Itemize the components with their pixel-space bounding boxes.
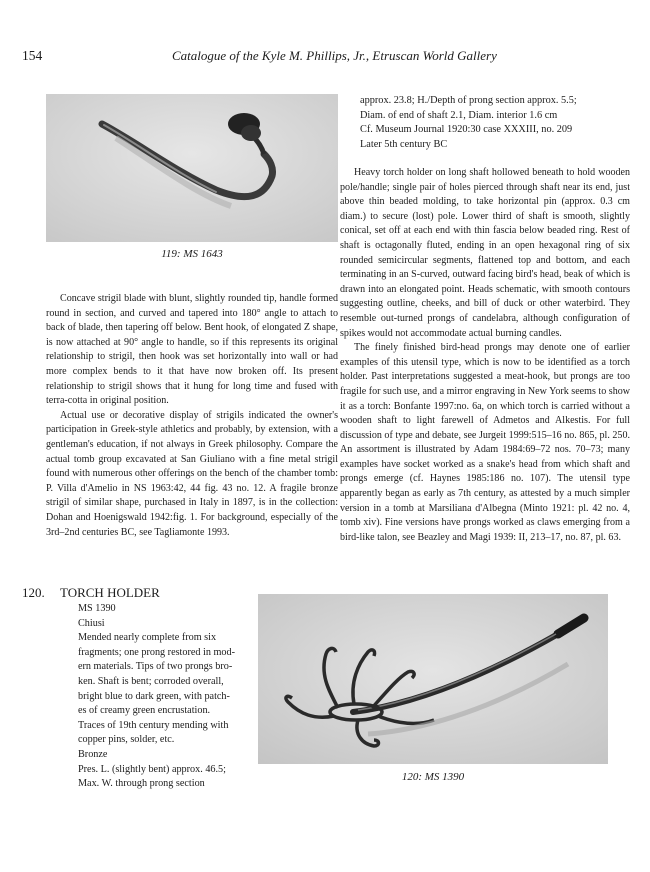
strigil-image [46, 94, 338, 242]
entry-120-specs [78, 602, 248, 792]
spec-line: ern materials. Tips of two prongs bro- [78, 661, 233, 673]
spec-line: fragments; one prong restored in mod- [78, 646, 236, 658]
spec-line: Chiusi [78, 617, 105, 629]
torch-specs-continued [360, 94, 630, 152]
spec-line: copper pins, solder, etc. [78, 734, 175, 746]
torch-description [340, 166, 630, 545]
entry-120-heading [22, 585, 160, 601]
spec-line: Cf. Museum Journal 1920:30 case XXXIII, no. 209 [360, 124, 573, 136]
spec-line: approx. 23.8; H./Depth of prong section approx. 5.5; [360, 95, 577, 106]
entry-title: TORCH HOLDER [60, 585, 160, 600]
spec-line: Later 5th century BC [360, 138, 448, 150]
spec-line: Mended nearly complete from six [78, 632, 217, 644]
paragraph: The finely finished bird-head prongs may denote one of earlier examples of this utensil type, which is now to be identified as a torch holder. Past interpretations suggested a meat-hook, but prongs are too fragile for such use, and a mirror engraving in New York seems to show it as a torch: Bonfante 1997:no. 6a, on which torch is carried without a wooden shaft to light farewell of Admetos and Alkestis. For full discussion of type and debate, see Jurgeit 1999:515–16 no. 865, pl. 250. An assortment is illustrated by Adam 1984:69–72 nos. 70–73; many examples have socket worked as a snake's head from which shaft and prongs emerge (cf. Haynes 1985:186 no. 107). The utensil type apparently began as early as 7th century, as attested by a much simpler version in a tomb at Marsiliana d'Albegna (Minto 1921: pl. 42 no. 4, tomb xiv). Fine versions have prongs worked as claws emerging from a bird-like talon, see Beazley and Magi 1939: II, 213–17, no. 87, pl. 63. [340, 342, 630, 543]
spec-line: Bronze [78, 748, 108, 760]
paragraph: Heavy torch holder on long shaft hollowed beneath to hold wooden pole/handle; single pair of holes pierced through shaft near its end, just above thin beaded molding, to take horizontal pin (approx. 0.3 cm diam.) to secure (lost) pole. Lower third of shaft is smooth, slightly conical, set off at each end with thin fascia below beaded ring. Rest of shaft is octagonally fluted, ending in an open hexagonal ring of six rounded semicircular segments, flattened top and bottom, and each terminating in an S-curved, outward facing bird's head, beak of which is drawn into an elongated point. Heads schematic, with smooth contours suggesting outline, cheeks, and bill of duck or other waterbird. They resemble out-turned prongs of candelabra, although configuration of spikes would not accommodate actual burning candles. [340, 167, 631, 339]
spec-line: es of creamy green encrustation. [78, 705, 211, 717]
figure-120-photo [258, 594, 608, 764]
spec-line: MS 1390 [78, 603, 116, 614]
figure-119-caption: 119: MS 1643 [161, 248, 223, 260]
spec-line: Max. W. through prong section [78, 778, 205, 790]
strigil-description [46, 292, 338, 540]
spec-line: Diam. of end of shaft 2.1, Diam. interior 1.6 cm [360, 109, 558, 121]
spec-line: Pres. L. (slightly bent) approx. 46.5; [78, 763, 226, 775]
page-number: 154 [22, 48, 43, 63]
spec-line: bright blue to dark green, with patch- [78, 690, 230, 702]
spec-line: Traces of 19th century mending with [78, 719, 229, 731]
figure-120-caption: 120: MS 1390 [401, 771, 465, 783]
running-title: Catalogue of the Kyle M. Phillips, Jr., Etruscan World Gallery [172, 48, 497, 63]
paragraph: Concave strigil blade with blunt, slightly rounded tip, handle formed round in section, and curved and tapered into 180° angle to attach to back of blade, then tapering off below. Bent hook, of elongated Z shape, is now attached at 90° angle to handle, so if this represents its original relationship to strigil, then hook was set horizontally into wall or had more complex bends to it that have now broken off. Its present relationship to strigil shows that it hung for long time and fused with terra-cotta in original position. [46, 293, 338, 407]
spec-line: ken. Shaft is bent; corroded overall, [78, 675, 224, 687]
torch-holder-image [258, 594, 608, 764]
figure-119-photo [46, 94, 338, 242]
entry-number: 120. [22, 585, 45, 600]
paragraph: Actual use or decorative display of strigils indicated the owner's participation in Greek-style athletics and probably, by extension, with a gentleman's education, if not always in Greek philosophy. Compare the actual tomb group excavated at San Giuliano with a fine metal strigil found with numerous other offerings on the bench of the chamber tomb: P. Villa d'Amelio in NS 1963:42, 44 fig. 43 no. 12. A fragile bronze strigil of similar shape, purchased in Italy in 1897, is in the collection: Dohan and Hoenigswald 1942:fig. 1. For background, especially of the 3rd–2nd centuries BC, see Tagliamonte 1993. [46, 409, 338, 538]
